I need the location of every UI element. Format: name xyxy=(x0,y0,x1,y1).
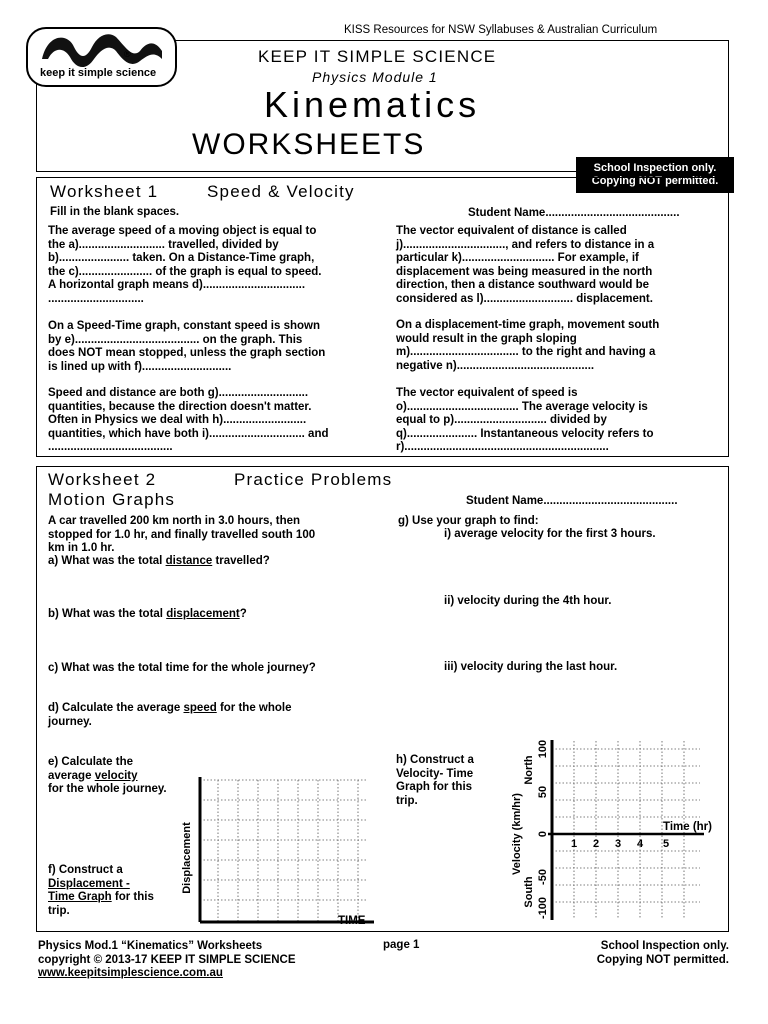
ws1-para-6: The vector equivalent of speed is o)................................... The average velocity is equal to p)............................. divided by q)...................... Instantaneous velocity refers to r)................................................................ xyxy=(396,387,654,454)
ws1-para-4: The vector equivalent of distance is called j)................................, and refers to distance in a particular k)............................. For example, if displacement was being measured in the north direction, then a distance southward would be considered as l)............................ displacement. xyxy=(396,225,655,305)
question-f: f) Construct a Displacement - Time Graph for this trip. xyxy=(48,864,154,917)
question-g-i: i) average velocity for the first 3 hours. xyxy=(444,528,656,540)
module-name: Physics Module 1 xyxy=(312,69,438,85)
question-d: d) Calculate the average speed for the whole journey. xyxy=(48,702,292,728)
y-tick-minus-100: -100 xyxy=(537,896,549,920)
question-b: b) What was the total displacement? xyxy=(48,608,247,620)
page-title: Kinematics xyxy=(264,84,481,125)
notice-line-2: Copying NOT permitted. xyxy=(591,175,719,187)
x-tick-1: 1 xyxy=(570,838,578,850)
ws1-para-2: On a Speed-Time graph, constant speed is shown by e)....................................... on the graph. This does NOT mean stopped, unless the graph section is lined up with f)............................ xyxy=(48,320,326,373)
org-name: KEEP IT SIMPLE SCIENCE xyxy=(258,47,497,66)
question-g-ii: ii) velocity during the 4th hour. xyxy=(444,595,612,607)
x-tick-3: 3 xyxy=(614,838,622,850)
displacement-time-graph[interactable] xyxy=(178,772,378,932)
y-tick-50: 50 xyxy=(537,785,549,799)
question-e: e) Calculate the average velocity for the whole journey. xyxy=(48,756,167,796)
footer-left: Physics Mod.1 “Kinematics” Worksheets copyright © 2013-17 KEEP IT SIMPLE SCIENCE www.keepitsimplescience.com.au xyxy=(38,940,296,980)
graph1-y-label: Displacement xyxy=(181,822,193,894)
question-a: a) What was the total distance travelled? xyxy=(48,555,270,567)
notice-line-1: School Inspection only. xyxy=(593,162,717,174)
question-g-iii: iii) velocity during the last hour. xyxy=(444,661,618,673)
y-tick-minus-50: -50 xyxy=(537,869,549,885)
x-tick-4: 4 xyxy=(636,838,644,850)
ws2-topic: Practice Problems xyxy=(234,470,393,489)
y-tick-0: 0 xyxy=(537,830,549,838)
ws1-instruction: Fill in the blank spaces. xyxy=(50,206,180,218)
footer-right: School Inspection only. Copying NOT permitted. xyxy=(596,940,729,966)
registered-mark: ® xyxy=(124,49,131,59)
graph1-grid xyxy=(200,780,368,922)
graph2-y-label: Velocity (km/hr) xyxy=(511,793,523,875)
x-tick-5: 5 xyxy=(662,838,670,850)
logo xyxy=(26,27,177,87)
ws1-label: Worksheet 1 xyxy=(50,182,159,201)
ws2-topic-2: Motion Graphs xyxy=(48,490,176,509)
ws1-student-name: Student Name.......................................... xyxy=(468,207,680,219)
top-right-credit: KISS Resources for NSW Syllabuses & Australian Curriculum xyxy=(344,24,658,36)
page-subtitle: WORKSHEETS xyxy=(192,128,426,161)
ws1-topic: Speed & Velocity xyxy=(207,182,355,201)
y-tick-100: 100 xyxy=(537,739,549,759)
footer-page-number: page 1 xyxy=(383,939,420,951)
ws2-label: Worksheet 2 xyxy=(48,470,157,489)
ws1-para-5: On a displacement-time graph, movement south would result in the graph sloping m).................................. to the right and having a negative n)........................................... xyxy=(396,319,660,372)
question-g: g) Use your graph to find: xyxy=(398,515,539,527)
question-c: c) What was the total time for the whole journey? xyxy=(48,662,316,674)
graph2-south-label: South xyxy=(523,876,535,908)
footer-url-link[interactable]: www.keepitsimplescience.com.au xyxy=(38,967,223,980)
ws1-para-1: The average speed of a moving object is equal to the a)........................... travelled, divided by b)...................... taken. On a Distance-Time graph, the c)....................... of the graph is equal to speed. A horizontal graph means d)................................ .............................. xyxy=(48,225,322,305)
ws1-para-3: Speed and distance are both g)............................ quantities, because the direction doesn't matter. Often in Physics we deal with h).......................... quantities, which have both i).............................. and ....................................... xyxy=(48,387,329,454)
graph1-x-label: TIME xyxy=(338,915,366,927)
ws2-student-name: Student Name.......................................... xyxy=(466,495,678,507)
x-tick-2: 2 xyxy=(592,838,600,850)
problem-intro: A car travelled 200 km north in 3.0 hours, then stopped for 1.0 hr, and finally travelled south 100 km in 1.0 hr. xyxy=(48,515,316,555)
graph2-north-label: North xyxy=(523,755,535,785)
logo-text: keep it simple science xyxy=(40,67,157,79)
question-h: h) Construct a Velocity- Time Graph for this trip. xyxy=(396,754,474,807)
graph2-x-label: Time (hr) xyxy=(663,821,712,833)
